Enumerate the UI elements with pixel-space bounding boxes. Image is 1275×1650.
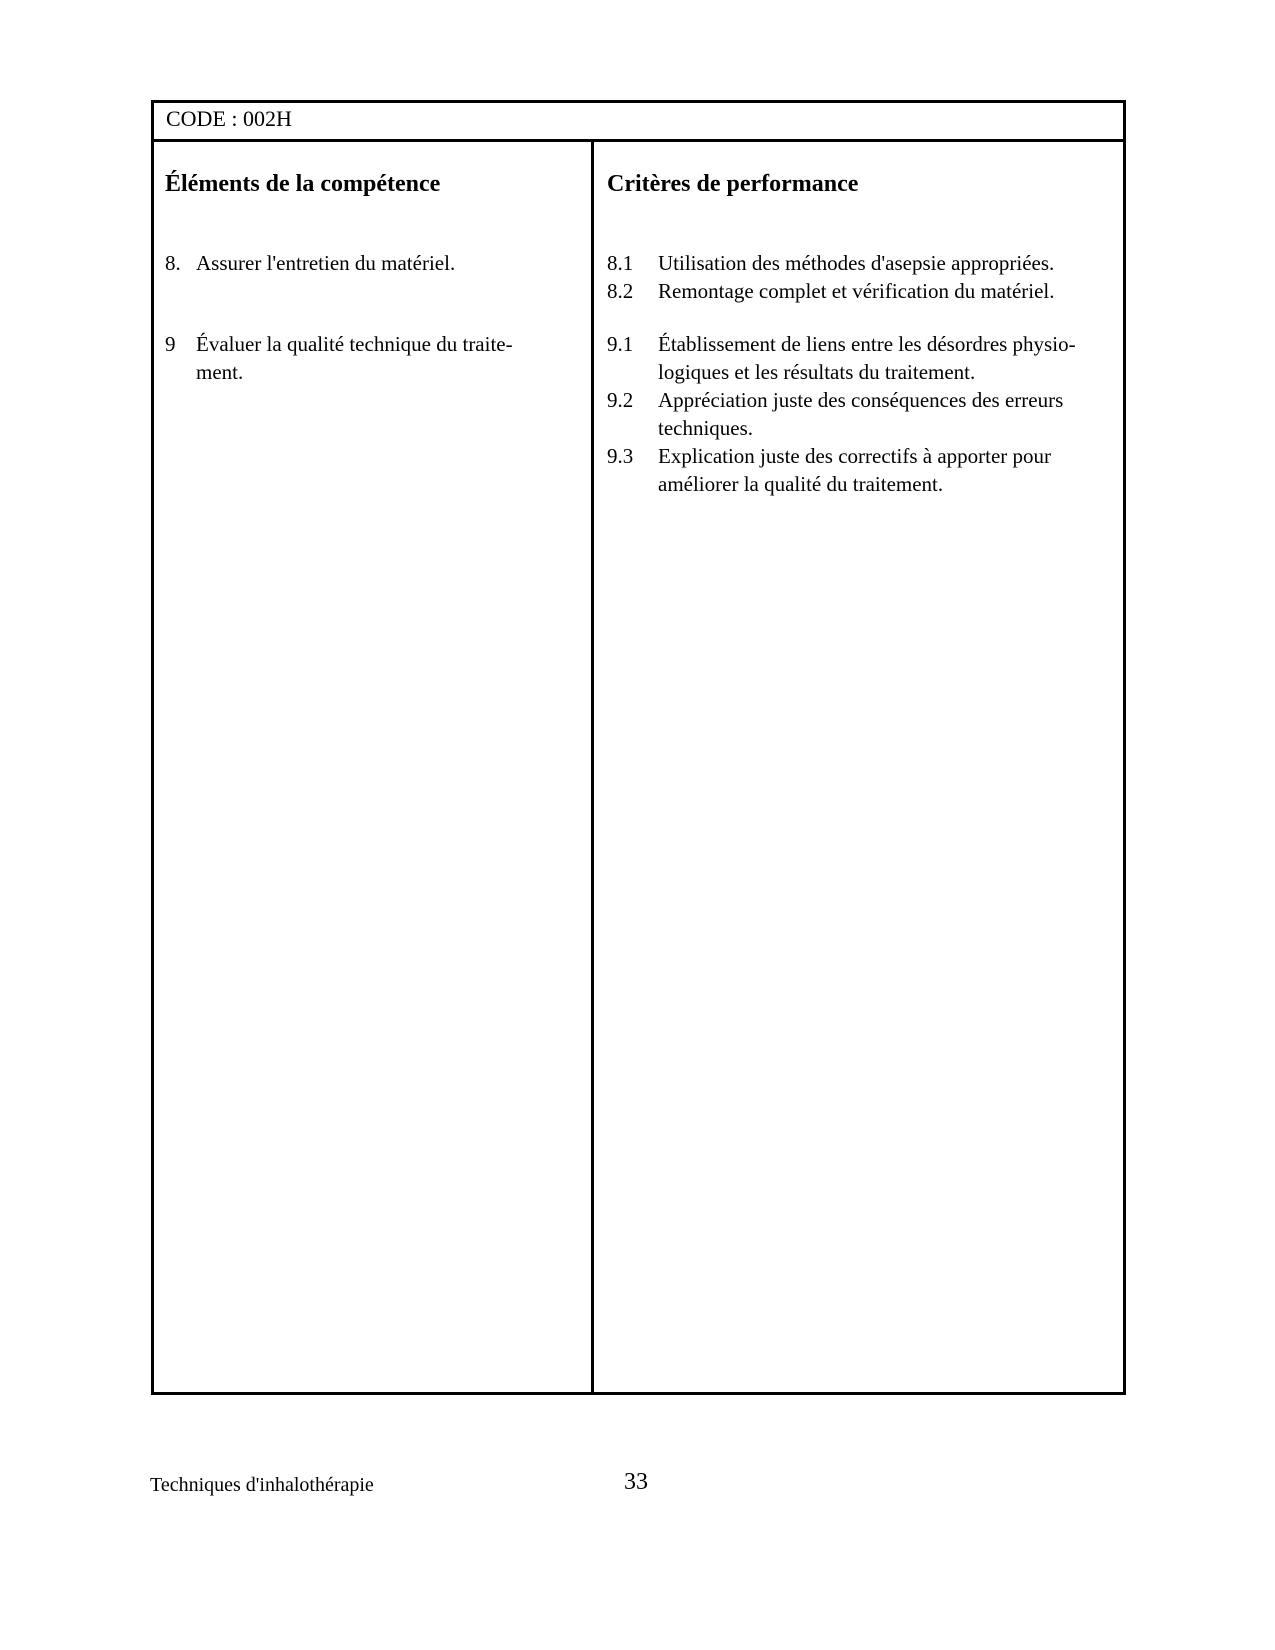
- criteria-column: [607, 139, 1117, 1392]
- criterion-item: [607, 330, 1117, 386]
- criterion-text: Utilisation des méthodes d'asepsie appropriées.: [658, 251, 1055, 275]
- element-text: Évaluer la qualité technique du traite-ment.: [196, 332, 513, 384]
- criterion-item: [607, 442, 1117, 498]
- code-label: CODE : 002H: [154, 103, 1123, 142]
- column-divider: [591, 139, 594, 1392]
- criterion-number: 8.2: [607, 279, 634, 303]
- element-number: 8.: [165, 251, 181, 275]
- criterion-number: 8.1: [607, 251, 634, 275]
- criteria-group: [607, 249, 1117, 305]
- element-text: Assurer l'entretien du matériel.: [196, 251, 456, 275]
- element-item: [165, 249, 585, 277]
- criterion-item: [607, 249, 1117, 277]
- criterion-text: Appréciation juste des conséquences des erreurs techniques.: [658, 388, 1064, 440]
- element-number: 9: [165, 332, 176, 356]
- criterion-text: Explication juste des correctifs à apporter pour améliorer la qualité du traitement.: [658, 444, 1052, 496]
- page-number: 33: [624, 1469, 648, 1495]
- criteria-group: [607, 330, 1117, 498]
- criterion-item: [607, 386, 1117, 442]
- criterion-number: 9.2: [607, 388, 634, 412]
- criterion-text: Remontage complet et vérification du matériel.: [658, 279, 1055, 303]
- element-item: [165, 330, 535, 386]
- criterion-text: Établissement de liens entre les désordres physio-logiques et les résultats du traitement.: [658, 332, 1076, 384]
- criterion-item: [607, 277, 1117, 305]
- criterion-number: 9.3: [607, 444, 634, 468]
- elements-column: [165, 139, 585, 1392]
- elements-header: Éléments de la compétence: [165, 171, 441, 197]
- criteria-header: Critères de performance: [607, 171, 859, 197]
- criterion-number: 9.1: [607, 332, 634, 356]
- competence-table: [151, 100, 1126, 1395]
- footer-title: Techniques d'inhalothérapie: [150, 1474, 374, 1496]
